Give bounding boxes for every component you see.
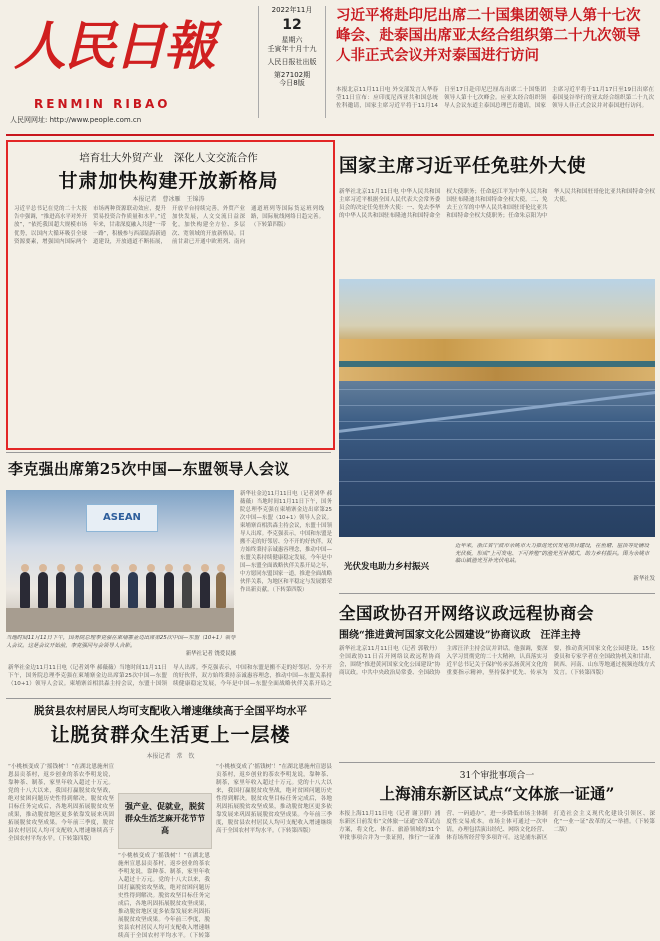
- masthead-title: 人民日報: [14, 16, 215, 77]
- gansu-body: 习近平总书记在党的二十大报告中强调，“推进高水平对外开放”，“依托我国超大规模市场优势，以国内大循环吸引全球资源要素，增强国内国际两个市场两种资源联动效应，提升贸易投资合作质量和水平。”近年来，甘肃深度融入共建“一带一路”，积极参与西部陆海新通道建设，开放通道不断拓展，开放平台持续完善，外贸产业加快发展，人文交流日益深化，加快构建全方位、多层次、宽领域的开放新格局。目前甘肃已开通中欧班列、南向通道班列等国际货运班列线路，国际航线网络日趋完善。（下转第四版）: [14, 206, 324, 245]
- date-lunar: 壬寅年十月十九: [267, 45, 317, 53]
- page-count: 今日8版: [279, 79, 305, 88]
- date-box: [258, 6, 326, 118]
- date-month: 2022年11月: [271, 6, 313, 14]
- top-story-headline[interactable]: 习近平将赴印尼出席二十国集团领导人第十七次峰会、赴泰国出席亚太经合组织第二十九次领导人非正式会议并对泰国进行访问: [336, 7, 641, 64]
- divider-poverty: [6, 698, 331, 699]
- date-weekday: 星期六: [281, 36, 303, 45]
- poverty-body-right: “小桃核变成了‘摇钱树’！”在湖北恩施州宣恩县贡茶村，返乡创业的茶农李明龙说，靠种茶、制茶，家里年收入超过十万元。党的十八大以来，我国打赢脱贫攻坚战，绝对贫困问题历史性得到解决。脱贫攻坚目标任务完成后，各地巩固拓展脱贫攻坚成果，推动脱贫地区更多依靠发展来巩固拓展脱贫攻坚成果。今年前三季度，脱贫县农村居民人均可支配收入增速继续高于全国农村平均水平。（下转第四版）: [216, 764, 332, 834]
- asean-photo-caption: 当地时间11月11日下午，国务院总理李克强在柬埔寨金边出席第25次中国—东盟（10+1）领导人会议。这是会议开始前，李克强同与会领导人合影。: [6, 635, 236, 649]
- gansu-kicker: 培育壮大外贸产业 深化人文交流合作: [79, 152, 258, 164]
- publisher: 人民日报社出版: [267, 57, 317, 66]
- masthead-roman: RENMIN RIBAO: [34, 97, 171, 111]
- issue-number: 第27102期: [273, 70, 311, 79]
- cppcc-subheadline: 围绕“推进黄河国家文化公园建设”协商议政 汪洋主持: [339, 630, 581, 641]
- li-keqiang-body-bottom: 新华社金边11月11日电（记者刘华 郝薇薇）当地时间11月11日下午，国务院总理李克强在柬埔寨金边出席第25次中国—东盟（10+1）领导人会议。柬埔寨首相洪森主持会议，东盟十国领导人出席。李克强表示，中国和东盟是搬不走的好邻居、分不开的好伙伴，双方始终秉持亲诚惠容理念，推动中国—东盟关系持续健康稳定发展，今年是中国—东盟全面战略伙伴关系开局之: [8, 665, 332, 687]
- solar-farm-photo: [339, 279, 655, 537]
- masthead-url[interactable]: 人民网网址: http://www.people.com.cn: [10, 116, 142, 124]
- li-keqiang-headline[interactable]: 李克强出席第25次中国—东盟领导人会议: [8, 460, 290, 478]
- poverty-inset-title: 强产业、促就业，脱贫群众生活芝麻开花节节高: [125, 801, 205, 835]
- shanghai-kicker: 31个审批事项合一: [459, 771, 535, 781]
- farm-photo-credit: 新华社发: [633, 576, 655, 582]
- farm-photo-caption: 近年来，浙江省宁波市余姚市大力推进光伏发电项目建设，在鱼塘、屋顶等处铺设光伏板，形成“上可发电、下可养殖”的渔光互补模式，助力乡村振兴。图为余姚市临山镇渔光互补光伏电站。: [455, 543, 650, 564]
- shanghai-body: 本报上海11月11日电（记者 谢卫群）浦东新区日前发布“文体旅一证通”改革试点方案，将文化、体育、旅游领域的31个审批事项合并为一张证照，推行“一证准营、一码通办”，进一步降低市场主体制度性交易成本。市场主体可通过一次申请，办理包括演出经纪、网络文化经营、体育场所经营等多项许可。这是浦东新区打造社会主义现代化建设引领区、深化“一业一证”改革的又一举措。（下转第二版）: [339, 811, 655, 841]
- cppcc-body: 新华社北京11月11日电（记者 郭敬丹）全国政协11日召开网络议政远程协商会，围绕“推进黄河国家文化公园建设”协商议政。中共中央政治局常委、全国政协主席汪洋主持会议并讲话。他强调，要深入学习贯彻党的二十大精神，认真落实习近平总书记关于保护传承弘扬黄河文化的重要指示精神，坚持保护优先、传承为要，推动黄河国家文化公园建设。15位委员和专家学者在全国政协机关和甘肃、陕西、河南、山东等地通过视频连线方式发言。（下转第四版）: [339, 646, 655, 676]
- cppcc-headline[interactable]: 全国政协召开网络议政远程协商会: [339, 604, 594, 623]
- asean-summit-photo: [6, 490, 234, 632]
- envoy-headline[interactable]: 国家主席习近平任免驻外大使: [339, 156, 587, 177]
- divider-cppcc: [339, 593, 655, 594]
- li-keqiang-body-right: 新华社金边11月11日电（记者刘华 郝薇薇）当地时间11月11日下午，国务院总理李克强在柬埔寨金边出席第25次中国—东盟（10+1）领导人会议。柬埔寨首相洪森主持会议，东盟十国领导人出席。李克强表示，中国和东盟是搬不走的好邻居、分不开的好伙伴，双方始终秉持亲诚惠容理念，推动中国—东盟关系持续健康稳定发展，今年是中国—东盟全面战略伙伴关系开局之年，中方愿同东盟国家一道，推进全面战略伙伴关系，为地区和平稳定与发展繁荣作出新贡献。（下转第四版）: [240, 491, 332, 593]
- divider-li: [6, 452, 331, 453]
- divider-shanghai: [339, 762, 655, 763]
- poverty-body-mid: “小桃核变成了‘摇钱树’！”在湖北恩施州宣恩县贡茶村，返乡创业的茶农李明龙说，靠种茶、制茶，家里年收入超过十万元。党的十八大以来，我国打赢脱贫攻坚战，绝对贫困问题历史性得到解决。脱贫攻坚目标任务完成后，各地巩固拓展脱贫攻坚成果，推动脱贫地区更多依靠发展来巩固拓展脱贫攻坚成果。今年前三季度，脱贫县农村居民人均可支配收入增速继续高于全国农村平均水平。（下转第: [118, 853, 210, 938]
- date-day: 12: [282, 16, 302, 33]
- poverty-body-left: “小桃核变成了‘摇钱树’！”在湖北恩施州宣恩县贡茶村，返乡创业的茶农李明龙说，靠种茶、制茶，家里年收入超过十万元。党的十八大以来，我国打赢脱贫攻坚战，绝对贫困问题历史性得到解决。脱贫攻坚目标任务完成后，各地巩固拓展脱贫攻坚成果，推动脱贫地区更多依靠发展来巩固拓展脱贫攻坚成果。今年前三季度，脱贫县农村居民人均可支配收入增速继续高于全国农村平均水平。（下转第四版）: [8, 764, 114, 842]
- gansu-headline[interactable]: 甘肃加快构建开放新格局: [58, 170, 279, 192]
- farm-photo-title: 光伏发电助力乡村振兴: [344, 562, 430, 572]
- asean-banner: ASEAN: [86, 504, 158, 532]
- envoy-body: 新华社北京11月11日电 中华人民共和国主席习近平根据全国人民代表大会常务委员会的决定任免驻外大使：一、免去李华的中华人民共和国驻布隆迪共和国特命全权大使职务；任命赵江平为中华人民共和国驻布隆迪共和国特命全权大使。二、免去王立军的中华人民共和国驻哥伦比亚共和国特命全权大使职务；任命朱京阳为中华人民共和国驻哥伦比亚共和国特命全权大使。: [339, 189, 655, 219]
- shanghai-headline[interactable]: 上海浦东新区试点“文体旅一证通”: [379, 784, 615, 803]
- poverty-kicker: 脱贫县农村居民人均可支配收入增速继续高于全国平均水平: [34, 705, 307, 717]
- asean-photo-credit: 新华社记者 饶爱民摄: [185, 651, 236, 657]
- top-divider: [6, 134, 654, 136]
- poverty-byline: 本报记者 常 钦: [146, 753, 195, 760]
- gansu-byline: 本报记者 曹冰雁 王锦涛: [132, 196, 205, 203]
- poverty-headline[interactable]: 让脱贫群众生活更上一层楼: [50, 724, 291, 746]
- top-story-body: 本报北京11月11日电 外交部发言人华春莹11日宣布：应印度尼西亚共和国总统佐科邀请，国家主席习近平将于11月14日至17日赴印尼巴厘岛出席二十国集团领导人第十七次峰会。应亚太经合组织领导人会议东道主泰国总理巴育邀请，国家主席习近平将于11月17日至19日出席在泰国曼谷举行的亚太经合组织第二十九次领导人非正式会议并对泰国进行访问。: [336, 87, 654, 109]
